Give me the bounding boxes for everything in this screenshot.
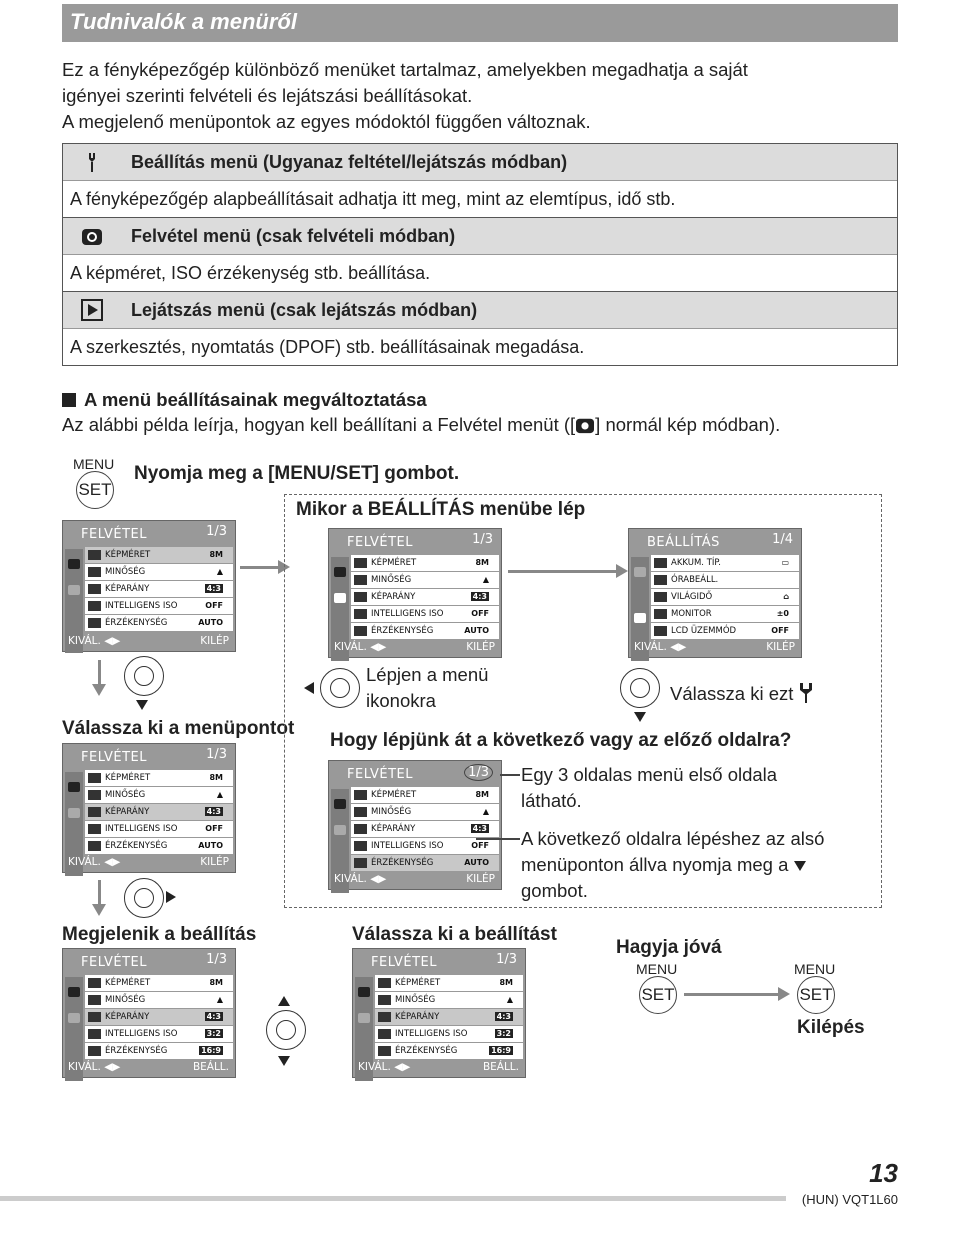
- flow-arrow: [240, 566, 280, 569]
- menu-row: INTELLIGENS ISO OFF: [85, 598, 233, 615]
- menu-types-table: [62, 143, 898, 366]
- flow-arrow: [98, 880, 101, 906]
- menu-row-play-body: A szerkesztés, nyomtatás (DPOF) stb. beállításainak megadása.: [70, 337, 585, 357]
- square-bullet-icon: [62, 393, 76, 407]
- camera-screen-5: FELVÉTEL 1/3 KÉPMÉRET 8M MINŐSÉG ▲ KÉPARÁNY 4:3 INTELLIGENS ISO OFF ÉRZÉKENYSÉG AUTO KIVÁL. ◀▶ KILÉP: [328, 528, 502, 658]
- nav-pad-icon: [320, 668, 360, 708]
- up-arrow-icon: [278, 996, 290, 1006]
- intro-line: Ez a fényképezőgép különböző menüket tartalmaz, amelyekben megadhatja a saját: [62, 59, 748, 80]
- exit-set-button: SET: [797, 976, 835, 1014]
- flow-arrow: [508, 570, 618, 573]
- setup-box-title: Mikor a BEÁLLÍTÁS menübe lép: [292, 499, 589, 521]
- camera-screen-3: FELVÉTEL 1/3 KÉPMÉRET 8M MINŐSÉG ▲ KÉPARÁNY 4:3 INTELLIGENS ISO 3:2 ÉRZÉKENYSÉG 16:9 KIVÁL. ◀▶ BEÁLL.: [62, 948, 236, 1078]
- right-arrow-icon: [166, 891, 176, 903]
- menu-row-play-head: Lejátszás menü (csak lejátszás módban): [63, 292, 897, 329]
- intro-line: A megjelenő menüpontok az egyes módoktól függően változnak.: [62, 111, 591, 132]
- page-title: Tudnivalók a menüről: [70, 9, 297, 34]
- next-prev-heading: Hogy lépjünk át a következő vagy az előző oldalra?: [330, 730, 792, 751]
- menu-row: KÉPARÁNY 4:3: [85, 581, 233, 598]
- menu-set-button: SET: [76, 471, 114, 509]
- menu-row: MINŐSÉG ▲: [85, 564, 233, 581]
- wrench-icon: [81, 151, 103, 173]
- down-arrow-icon: [794, 861, 806, 871]
- flow-arrow: [684, 993, 780, 996]
- wrench-icon: [799, 682, 813, 704]
- down-arrow-icon: [136, 700, 148, 710]
- camera-screen-1: FELVÉTEL 1/3 KÉPMÉRET 8M MINŐSÉG ▲ KÉPARÁNY 4:3 INTELLIGENS ISO OFF ÉRZÉKENYSÉG AUTO KIVÁL. ◀▶ KILÉP: [62, 520, 236, 652]
- camera-screen-4: FELVÉTEL 1/3 KÉPMÉRET 8M MINŐSÉG ▲ KÉPARÁNY 4:3 INTELLIGENS ISO 3:2 ÉRZÉKENYSÉG 16:9 KIVÁL. ◀▶ BEÁLL.: [352, 948, 526, 1078]
- select-this: Válassza ki ezt: [670, 682, 813, 705]
- step-select-item: Válassza ki a menüpontot: [62, 718, 295, 739]
- menu-row: KÉPMÉRET 8M: [85, 770, 233, 787]
- footer-rule: [0, 1196, 786, 1201]
- page-number: 13: [869, 1158, 898, 1188]
- nav-pad-icon: [124, 878, 164, 918]
- step-press-button: Nyomja meg a [MENU/SET] gombot.: [134, 463, 460, 484]
- step-setting-appears: Megjelenik a beállítás: [62, 924, 257, 945]
- play-icon: [81, 299, 103, 321]
- section-title-bar: [62, 4, 898, 42]
- menu-row: KÉPMÉRET 8M: [85, 547, 233, 564]
- left-arrow-icon: [304, 682, 314, 694]
- menu-row: ÉRZÉKENYSÉG AUTO: [85, 838, 233, 855]
- nav-pad-icon: [620, 668, 660, 708]
- menu-row: INTELLIGENS ISO OFF: [85, 821, 233, 838]
- menu-row-rec-body: A képméret, ISO érzékenység stb. beállítása.: [63, 255, 897, 292]
- flow-arrow: [98, 660, 101, 686]
- callout-line: [500, 774, 520, 776]
- intro-text: [62, 57, 892, 135]
- camera-icon: [575, 416, 595, 434]
- menu-label: MENU: [73, 456, 115, 472]
- nav-pad-icon: [266, 1010, 306, 1050]
- camera-icon: [81, 225, 103, 247]
- intro-line: igényei szerinti felvételi és lejátszási beállításokat.: [62, 85, 473, 106]
- camera-screen-7: FELVÉTEL 1/3 KÉPMÉRET 8M MINŐSÉG ▲ KÉPARÁNY 4:3 INTELLIGENS ISO OFF ÉRZÉKENYSÉG AUTO KIVÁL. ◀▶ KILÉP: [328, 760, 502, 890]
- doc-code: (HUN) VQT1L60: [801, 1192, 898, 1207]
- step-select-setting: Válassza ki a beállítást: [352, 924, 557, 945]
- menu-row: ÉRZÉKENYSÉG AUTO: [85, 615, 233, 632]
- down-arrow-icon: [634, 712, 646, 722]
- camera-screen-setup: BEÁLLÍTÁS 1/4 AKKUM. TÍP. ▭ ÓRABEÁLL. VILÁGIDŐ ⌂ MONITOR ±0 LCD ÜZEMMÓD OFF KIVÁL. ◀▶ KILÉP: [628, 528, 802, 658]
- section-desc: Az alábbi példa leírja, hogyan kell beállítani a Felvétel menüt ([ ] normál kép módban).: [62, 414, 781, 435]
- down-arrow-icon: [278, 1056, 290, 1066]
- note2-line: menüponton állva nyomja meg a: [521, 854, 806, 876]
- menu-row-rec-head: Felvétel menü (csak felvételi módban): [63, 218, 897, 255]
- set-button: SET: [639, 976, 677, 1014]
- callout-line: [476, 838, 520, 840]
- menu-row: MINŐSÉG ▲: [85, 787, 233, 804]
- menu-row-setup-head: Beállítás menü (Ugyanaz feltétel/lejátszás módban): [63, 144, 897, 181]
- menu-row-setup-body: A fényképezőgép alapbeállításait adhatja itt meg, mint az elemtípus, idő stb.: [63, 181, 897, 218]
- camera-screen-2: FELVÉTEL 1/3 KÉPMÉRET 8M MINŐSÉG ▲ KÉPARÁNY 4:3 INTELLIGENS ISO OFF ÉRZÉKENYSÉG AUTO KIVÁL. ◀▶ KILÉP: [62, 743, 236, 873]
- section-heading: A menü beállításainak megváltoztatása: [62, 389, 427, 411]
- step-exit: Kilépés: [797, 1017, 865, 1038]
- step-confirm: Hagyja jóvá: [616, 937, 722, 958]
- nav-pad-icon: [124, 656, 164, 696]
- menu-row: KÉPARÁNY 4:3: [85, 804, 233, 821]
